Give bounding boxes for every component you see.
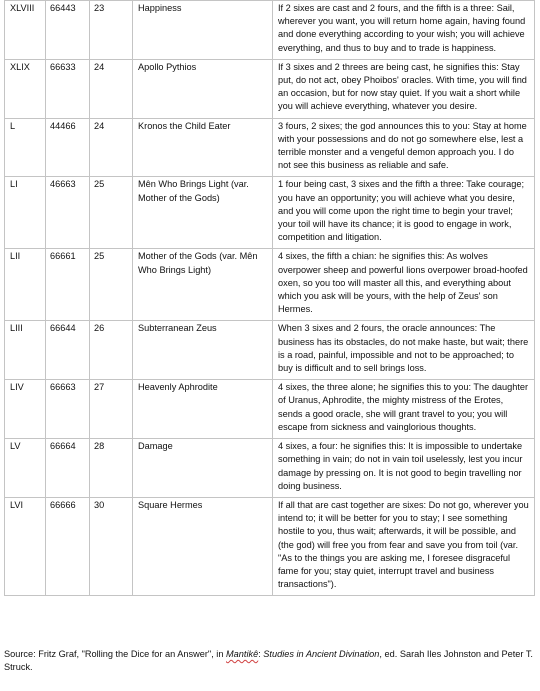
oracle-text: 1 four being cast, 3 sixes and the fifth a three: Take courage; you have an opportunity; you will achieve what you desire, and you will come upon the right time to begin your travel; your toil will have its chance; it is good to engage in work, competition and litigation. (273, 177, 535, 249)
dice-sum: 30 (90, 497, 133, 595)
oracle-text: 4 sixes, a four: he signifies this: It is impossible to undertake something in vain; do not in vain toil uselessly, lest you incur damage by pressing on. It is not good to begin travelling nor doing business. (273, 439, 535, 498)
dice-sum: 26 (90, 321, 133, 380)
row-numeral: XLIX (5, 59, 46, 118)
dice-combination: 66663 (46, 380, 90, 439)
source-middle: : (258, 649, 264, 659)
table-row (5, 118, 535, 177)
source-citation (4, 648, 534, 674)
dice-sum: 25 (90, 249, 133, 321)
oracle-text: If all that are cast together are sixes: Do not go, wherever you intend to; it will be better for you to stay; I see something hostile to you, thus wait; afterwards, it will be possible, and (the god) will free you from fear and save you from toil (var. "As to the things you are asking me, I foresee disgraceful fame for you; stay quiet, interrupt travel and business transactions"). (273, 497, 535, 595)
deity-name: Damage (133, 439, 273, 498)
source-subtitle: Studies in Ancient Divination (263, 649, 380, 659)
deity-name: Heavenly Aphrodite (133, 380, 273, 439)
dice-sum: 25 (90, 177, 133, 249)
deity-name: Kronos the Child Eater (133, 118, 273, 177)
table-row (5, 1, 535, 60)
deity-name: Mother of the Gods (var. Mên Who Brings Light) (133, 249, 273, 321)
dice-combination: 46663 (46, 177, 90, 249)
row-numeral: LIII (5, 321, 46, 380)
row-numeral: XLVIII (5, 1, 46, 60)
dice-combination: 66664 (46, 439, 90, 498)
row-numeral: L (5, 118, 46, 177)
dice-sum: 23 (90, 1, 133, 60)
table-row (5, 59, 535, 118)
table-row (5, 249, 535, 321)
dice-sum: 24 (90, 118, 133, 177)
deity-name: Square Hermes (133, 497, 273, 595)
deity-name: Mên Who Brings Light (var. Mother of the Gods) (133, 177, 273, 249)
table-row (5, 321, 535, 380)
dice-sum: 28 (90, 439, 133, 498)
table-row (5, 380, 535, 439)
source-suffix: , ed. Sarah Iles Johnston and Peter T. Struck. (4, 649, 533, 673)
row-numeral: LVI (5, 497, 46, 595)
dice-combination: 66661 (46, 249, 90, 321)
deity-name: Subterranean Zeus (133, 321, 273, 380)
table-row (5, 439, 535, 498)
table-row (5, 497, 535, 595)
oracle-text: 4 sixes, the fifth a chian: he signifies this: As wolves overpower sheep and powerful lions overpower broad-hoofed oxen, so you too will master all this, and everything about which you ask will be yours, with the help of Zeus' son Hermes. (273, 249, 535, 321)
table-row (5, 177, 535, 249)
deity-name: Happiness (133, 1, 273, 60)
dice-combination: 44466 (46, 118, 90, 177)
row-numeral: LIV (5, 380, 46, 439)
dice-combination: 66443 (46, 1, 90, 60)
dice-combination: 66633 (46, 59, 90, 118)
oracle-text: If 2 sixes are cast and 2 fours, and the fifth is a three: Sail, wherever you want, you will return home again, having found and done everything according to your wish; you will achieve everything, and thus to buy and to trade is happiness. (273, 1, 535, 60)
oracle-text: 4 sixes, the three alone; he signifies this to you: The daughter of Uranus, Aphrodite, the mighty mistress of the Erotes, sends a good oracle, she will grant travel to you; you will escape from sickness and vainglorious thoughts. (273, 380, 535, 439)
oracle-text: If 3 sixes and 2 threes are being cast, he signifies this: Stay put, do not act, obey Phoibos' oracles. With time, you will find an occasion, but for now stay quiet. If you wait a short while you will achieve everything, whatever you desire. (273, 59, 535, 118)
deity-name: Apollo Pythios (133, 59, 273, 118)
dice-sum: 24 (90, 59, 133, 118)
row-numeral: LI (5, 177, 46, 249)
row-numeral: LV (5, 439, 46, 498)
oracle-text: 3 fours, 2 sixes; the god announces this to you: Stay at home with your possessions and do not go somewhere else, lest a terrible monster and a vengeful demon approach you. I do not see this business as reliable and safe. (273, 118, 535, 177)
dice-sum: 27 (90, 380, 133, 439)
oracle-table-container (4, 0, 534, 596)
source-prefix: Source: Fritz Graf, "Rolling the Dice for an Answer", in (4, 649, 227, 659)
source-title: Mantikê (226, 649, 259, 659)
row-numeral: LII (5, 249, 46, 321)
oracle-table-body (5, 1, 535, 596)
dice-combination: 66644 (46, 321, 90, 380)
oracle-table (4, 0, 535, 596)
oracle-text: When 3 sixes and 2 fours, the oracle announces: The business has its obstacles, do not make haste, but wait; there is a road, painful, impossible and not to be approached; to buy is difficult and to sell brings loss. (273, 321, 535, 380)
dice-combination: 66666 (46, 497, 90, 595)
